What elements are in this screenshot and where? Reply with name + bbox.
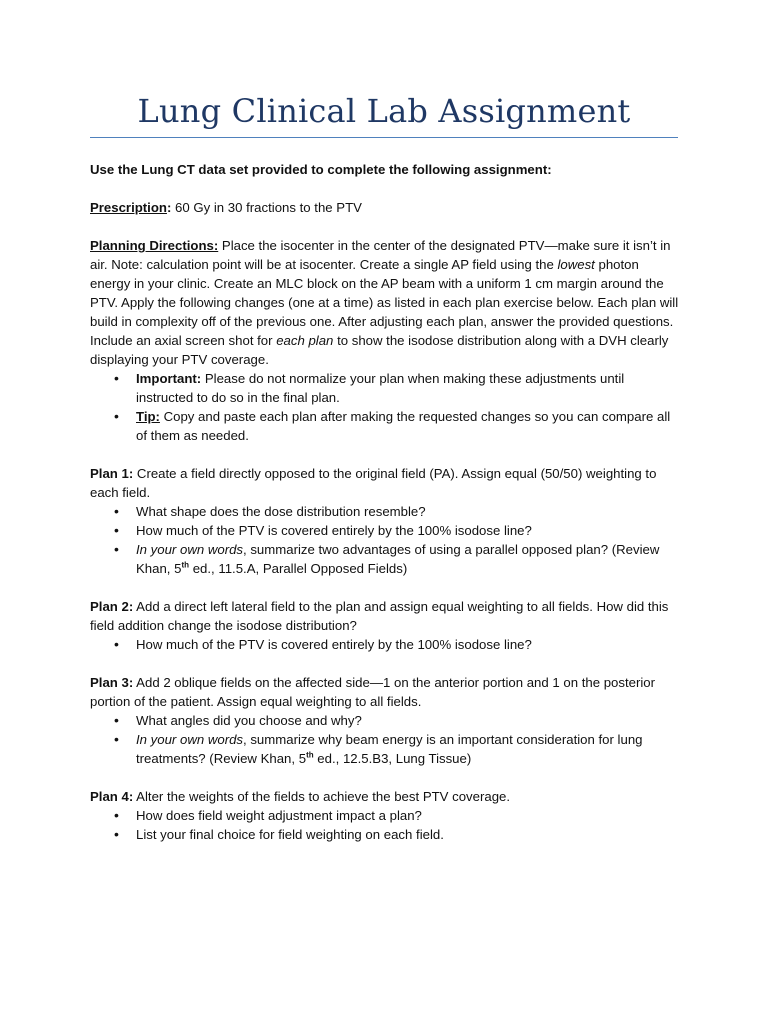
planning-text-2: photon energy in your clinic. Create an MLC block on the AP beam with a uniform 1 cm margin around the PTV. Apply the following changes (one at a time) as listed in each plan exercise below. Each plan will build in complexity off of the previous one. After adjusting each plan, answer the provided questions. Include an axial screen shot for xyxy=(90,257,679,348)
important-label: Important: xyxy=(136,371,202,386)
list-item: • What angles did you choose and why? xyxy=(90,711,680,730)
plan-3-questions xyxy=(90,711,680,768)
intro-text: Use the Lung CT data set provided to complete the following assignment: xyxy=(90,162,552,177)
plan-4-text: Alter the weights of the fields to achieve the best PTV coverage. xyxy=(133,789,511,804)
q-text: , summarize two advantages of using a parallel opposed plan? (Review Khan, 5 xyxy=(136,542,660,576)
q-italic: In your own words xyxy=(136,732,244,747)
intro-line xyxy=(90,160,680,179)
list-item xyxy=(90,730,680,768)
list-item: • List your final choice for field weighting on each field. xyxy=(90,825,680,844)
q-text: ed., 11.5.A, Parallel Opposed Fields) xyxy=(189,561,408,576)
plan-2 xyxy=(90,597,680,635)
plan-3-text: Add 2 oblique fields on the affected side—1 on the anterior portion and 1 on the posterior portion of the patient. Assign equal weighting to all fields. xyxy=(90,675,656,709)
list-item xyxy=(90,407,680,445)
plan-4-label: Plan 4: xyxy=(90,789,134,804)
document-title: Lung Clinical Lab Assignment xyxy=(137,92,631,130)
planning-text-3: to show the isodose distribution along with a DVH clearly displaying your PTV coverage. xyxy=(90,333,669,367)
superscript: th xyxy=(306,750,314,760)
list-item: • What shape does the dose distribution resemble? xyxy=(90,502,680,521)
plan-1-questions xyxy=(90,502,680,578)
planning-text-1: Place the isocenter in the center of the designated PTV—make sure it isn’t in air. Note: calculation point will be at isocenter. Create a single AP field using the xyxy=(90,238,671,272)
plan-1-label: Plan 1: xyxy=(90,466,134,481)
list-item xyxy=(90,369,680,407)
planning-directions xyxy=(90,236,680,369)
plan-4 xyxy=(90,787,680,806)
q-italic: In your own words xyxy=(136,542,244,557)
document-body xyxy=(90,160,680,844)
plan-1-text: Create a field directly opposed to the original field (PA). Assign equal (50/50) weighting to each field. xyxy=(90,466,657,500)
title-rule xyxy=(90,137,678,138)
list-item: • How does field weight adjustment impact a plan? xyxy=(90,806,680,825)
prescription-text: 60 Gy in 30 fractions to the PTV xyxy=(171,200,362,215)
planning-lowest: lowest xyxy=(557,257,595,272)
tip-text: Copy and paste each plan after making the requested changes so you can compare all of them as needed. xyxy=(136,409,671,443)
plan-3 xyxy=(90,673,680,711)
plan-4-questions xyxy=(90,806,680,844)
q-text: , summarize why beam energy is an important consideration for lung treatments? (Review Khan, 5 xyxy=(136,732,643,766)
planning-each-plan: each plan xyxy=(276,333,334,348)
list-item: • How much of the PTV is covered entirely by the 100% isodose line? xyxy=(90,521,680,540)
prescription-line xyxy=(90,198,680,217)
list-item xyxy=(90,540,680,578)
plan-1 xyxy=(90,464,680,502)
planning-notes-list xyxy=(90,369,680,445)
planning-label: Planning Directions: xyxy=(90,238,219,253)
plan-2-questions xyxy=(90,635,680,654)
list-item: • How much of the PTV is covered entirely by the 100% isodose line? xyxy=(90,635,680,654)
plan-3-label: Plan 3: xyxy=(90,675,134,690)
tip-label: Tip: xyxy=(136,409,160,424)
superscript: th xyxy=(181,560,190,570)
q-text: ed., 12.5.B3, Lung Tissue) xyxy=(313,751,472,766)
prescription-label: Prescription xyxy=(90,200,167,215)
plan-2-text: Add a direct left lateral field to the plan and assign equal weighting to all fields. How did this field addition change the isodose distribution? xyxy=(90,599,669,633)
prescription-colon: : xyxy=(166,200,172,215)
plan-2-label: Plan 2: xyxy=(90,599,134,614)
important-text: Please do not normalize your plan when making these adjustments until instructed to do so in the final plan. xyxy=(136,371,625,405)
